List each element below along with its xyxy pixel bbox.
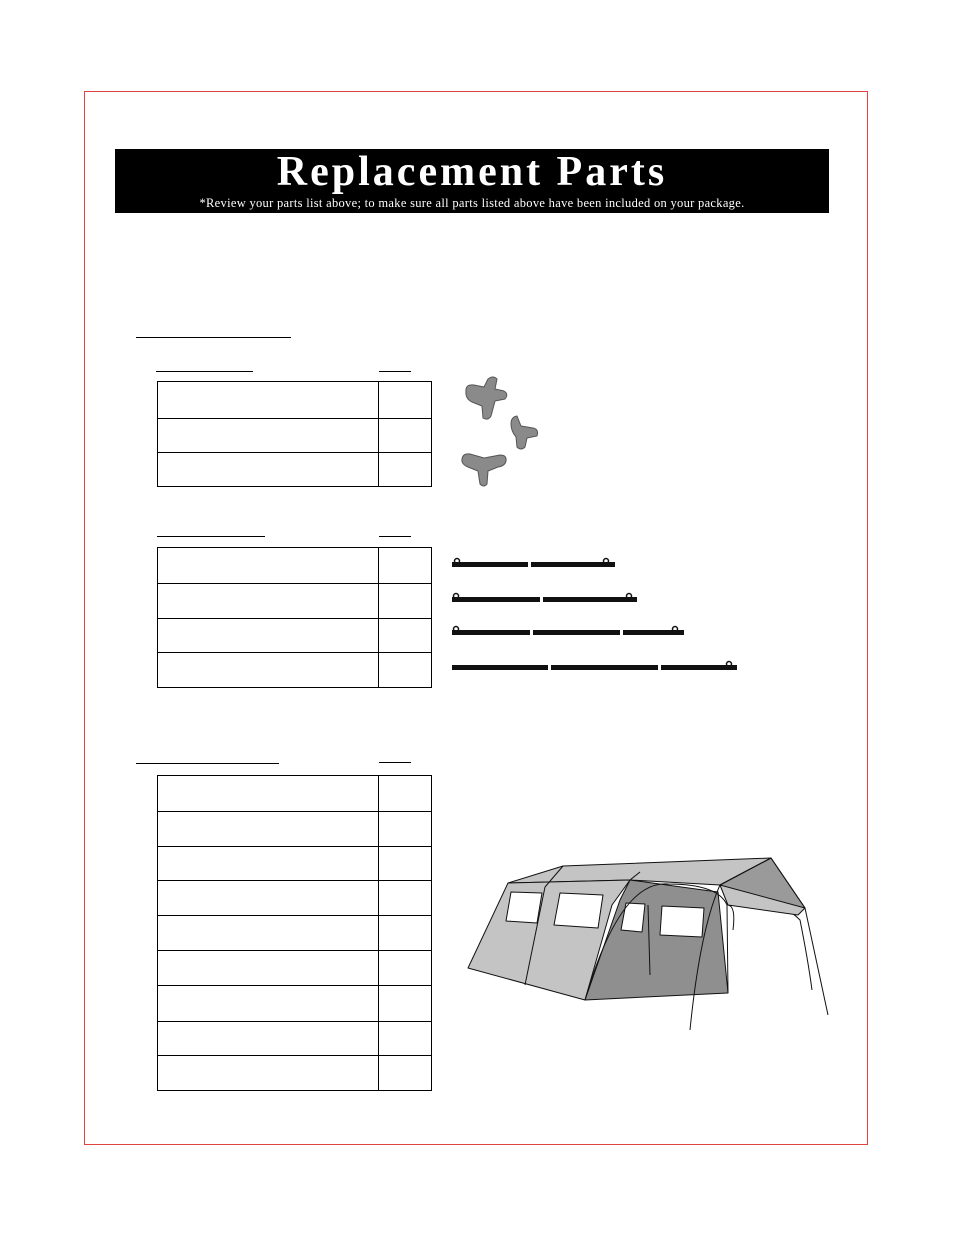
pole-2-section-long-icon bbox=[452, 594, 637, 603]
three-way-fitting-icon bbox=[511, 416, 538, 449]
pole-2-section-icon bbox=[452, 559, 615, 568]
pole-3-section-icon bbox=[452, 627, 684, 636]
four-way-fitting-icon bbox=[466, 377, 507, 419]
pole-3-section-long-icon bbox=[452, 662, 737, 671]
review-note: *Review your parts list above; to make sure all parts listed above have been included on your package. bbox=[199, 196, 745, 210]
page-title: Replacement Parts bbox=[276, 149, 668, 195]
cabin-tent-icon bbox=[468, 858, 828, 1030]
t-fitting-icon bbox=[462, 454, 506, 486]
